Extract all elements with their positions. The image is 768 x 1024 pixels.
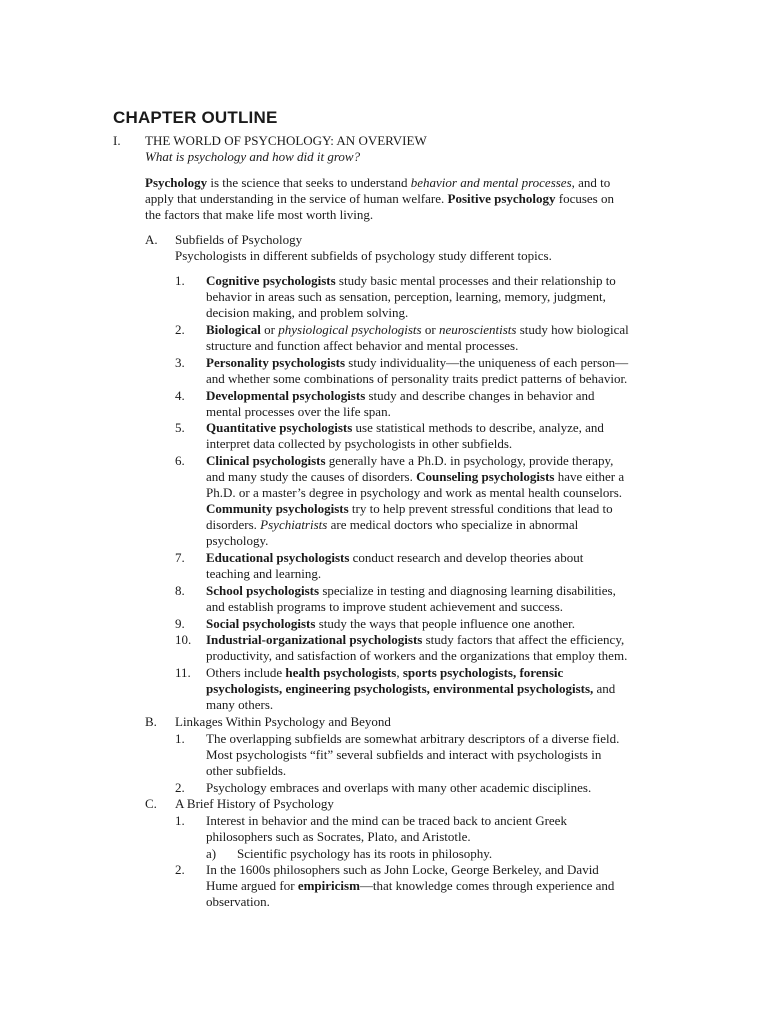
- section-a-letter: A.: [145, 232, 158, 247]
- b1-line-1: The overlapping subfields are somewhat arbitrary descriptors of a diverse field.: [206, 731, 620, 746]
- a5-line-2: interpret data collected by psychologists in other subfields.: [206, 436, 513, 451]
- b1-line-3: other subfields.: [206, 763, 287, 778]
- a10-number: 10.: [175, 632, 192, 647]
- a6-line-2: and many study the causes of disorders. Counseling psychologists have either a: [206, 469, 625, 484]
- a6-line-5: disorders. Psychiatrists are medical doctors who specialize in abnormal: [206, 517, 579, 532]
- section-b-letter: B.: [145, 714, 157, 729]
- a6-line-6: psychology.: [206, 533, 269, 548]
- a7-line-1: Educational psychologists conduct research and develop theories about: [206, 550, 584, 565]
- a2-line-2: structure and function affect behavior and mental processes.: [206, 338, 519, 353]
- a8-number: 8.: [175, 583, 185, 598]
- section-a-desc: Psychologists in different subfields of psychology study different topics.: [175, 248, 552, 263]
- a4-line-1: Developmental psychologists study and describe changes in behavior and: [206, 388, 595, 403]
- section-i-numeral: I.: [113, 133, 121, 148]
- c1-line-1: Interest in behavior and the mind can be traced back to ancient Greek: [206, 813, 567, 828]
- a7-line-2: teaching and learning.: [206, 566, 322, 581]
- a9-number: 9.: [175, 616, 185, 631]
- a1-line-1: Cognitive psychologists study basic mental processes and their relationship to: [206, 273, 616, 288]
- intro-line-1: Psychology is the science that seeks to understand behavior and mental processes, and to: [145, 175, 611, 190]
- a7-number: 7.: [175, 550, 185, 565]
- a3-line-1: Personality psychologists study individuality—the uniqueness of each person—: [206, 355, 629, 370]
- a2-line-1: Biological or physiological psychologists or neuroscientists study how biological: [206, 322, 629, 337]
- intro-line-2: apply that understanding in the service of human welfare. Positive psychology focuses on: [145, 191, 614, 206]
- a10-line-2: productivity, and satisfaction of workers and the organizations that employ them.: [206, 648, 628, 663]
- a11-line-3: many others.: [206, 697, 274, 712]
- a4-line-2: mental processes over the life span.: [206, 404, 391, 419]
- b1-number: 1.: [175, 731, 185, 746]
- c2-line-1: In the 1600s philosophers such as John Locke, George Berkeley, and David: [206, 862, 599, 877]
- a1-line-3: decision making, and problem solving.: [206, 305, 409, 320]
- section-c-letter: C.: [145, 796, 157, 811]
- c2-line-2: Hume argued for empiricism—that knowledge comes through experience and: [206, 878, 615, 893]
- a5-number: 5.: [175, 420, 185, 435]
- b2-number: 2.: [175, 780, 185, 795]
- a9-line-1: Social psychologists study the ways that people influence one another.: [206, 616, 575, 631]
- a6-line-4: Community psychologists try to help prevent stressful conditions that lead to: [206, 501, 613, 516]
- section-c-title: A Brief History of Psychology: [175, 796, 334, 811]
- a4-number: 4.: [175, 388, 185, 403]
- section-b-title: Linkages Within Psychology and Beyond: [175, 714, 391, 729]
- a8-line-1: School psychologists specialize in testing and diagnosing learning disabilities,: [206, 583, 616, 598]
- a11-line-1: Others include health psychologists, sports psychologists, forensic: [206, 665, 564, 680]
- a10-line-1: Industrial-organizational psychologists study factors that affect the efficiency,: [206, 632, 625, 647]
- chapter-outline-heading: CHAPTER OUTLINE: [113, 108, 278, 127]
- a6-line-3: Ph.D. or a master’s degree in psychology and work as mental health counselors.: [206, 485, 623, 500]
- a3-number: 3.: [175, 355, 185, 370]
- a3-line-2: and whether some combinations of personality traits predict patterns of behavior.: [206, 371, 628, 386]
- a6-line-1: Clinical psychologists generally have a Ph.D. in psychology, provide therapy,: [206, 453, 614, 468]
- c1a-marker: a): [206, 846, 217, 861]
- c2-number: 2.: [175, 862, 185, 877]
- b1-line-2: Most psychologists “fit” several subfields and interact with psychologists in: [206, 747, 602, 762]
- c2-line-3: observation.: [206, 894, 270, 909]
- c1a-line: Scientific psychology has its roots in philosophy.: [237, 846, 493, 861]
- a11-line-2: psychologists, engineering psychologists, environmental psychologists, and: [206, 681, 616, 696]
- a5-line-1: Quantitative psychologists use statistical methods to describe, analyze, and: [206, 420, 604, 435]
- a6-number: 6.: [175, 453, 185, 468]
- a2-number: 2.: [175, 322, 185, 337]
- a8-line-2: and establish programs to improve student achievement and success.: [206, 599, 564, 614]
- section-i-title: THE WORLD OF PSYCHOLOGY: AN OVERVIEW: [145, 133, 427, 148]
- section-a-title: Subfields of Psychology: [175, 232, 303, 247]
- section-i-question: What is psychology and how did it grow?: [145, 149, 361, 164]
- a1-line-2: behavior in areas such as sensation, perception, learning, memory, judgment,: [206, 289, 606, 304]
- b2-line-1: Psychology embraces and overlaps with many other academic disciplines.: [206, 780, 592, 795]
- c1-line-2: philosophers such as Socrates, Plato, and Aristotle.: [206, 829, 471, 844]
- a1-number: 1.: [175, 273, 185, 288]
- a11-number: 11.: [175, 665, 191, 680]
- intro-line-3: the factors that make life most worth living.: [145, 207, 374, 222]
- c1-number: 1.: [175, 813, 185, 828]
